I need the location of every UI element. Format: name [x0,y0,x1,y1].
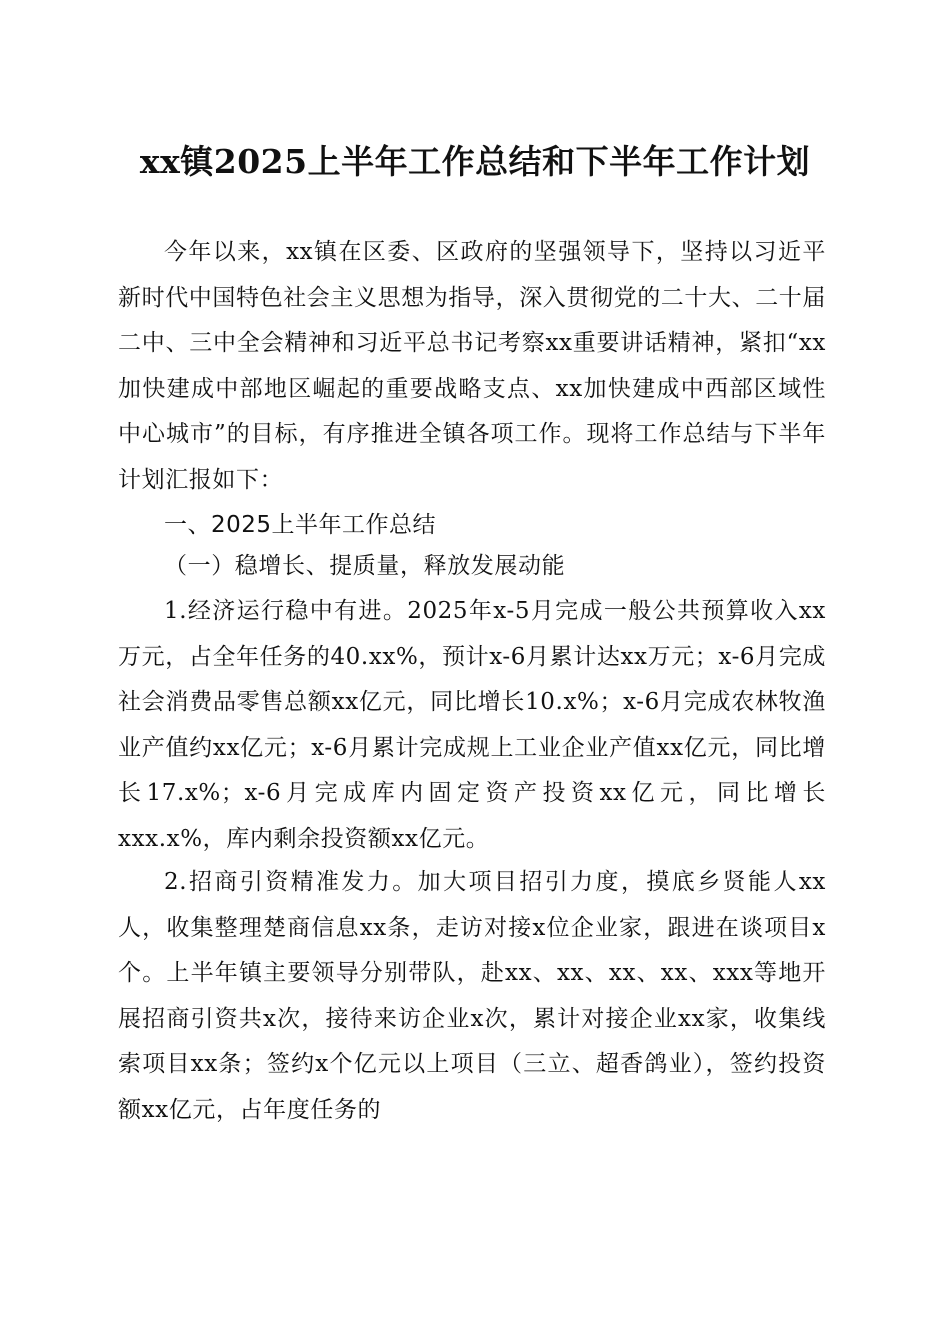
investment-paragraph: 2.招商引资精准发力。加大项目招引力度，摸底乡贤能人xx人，收集整理楚商信息xx条，走访对接x位企业家，跟进在谈项目x个。上半年镇主要领导分别带队，赴xx、xx、xx、xx、xxx等地开展招商引资共x次，接待来访企业x次，累计对接企业xx家，收集线索项目xx条；签约x个亿元以上项目（三立、超香鸽业），签约投资额xx亿元，占年度任务的 [118,869,826,1123]
economy-paragraph: 1.经济运行稳中有进。2025年x-5月完成一般公共预算收入xx万元，占全年任务的40.xx%，预计x-6月累计达xx万元；x-6月完成社会消费品零售总额xx亿元，同比增长10.x%；x-6月完成农林牧渔业产值约xx亿元；x-6月累计完成规上工业企业产值xx亿元，同比增长17.x%；x-6月完成库内固定资产投资xx亿元，同比增长xxx.x%，库内剩余投资额xx亿元。 [118,598,826,852]
section-heading: 一、2025上半年工作总结 [164,512,437,538]
document-title: xx镇2025上半年工作总结和下半年工作计划 [139,142,811,181]
subsection-heading: （一）稳增长、提质量，释放发展动能 [164,553,566,579]
intro-paragraph: 今年以来，xx镇在区委、区政府的坚强领导下，坚持以习近平新时代中国特色社会主义思想为指导，深入贯彻党的二十大、二十届二中、三中全会精神和习近平总书记考察xx重要讲话精神，紧扣“xx加快建成中部地区崛起的重要战略支点、xx加快建成中西部区域性中心城市”的目标，有序推进全镇各项工作。现将工作总结与下半年计划汇报如下： [118,239,826,493]
